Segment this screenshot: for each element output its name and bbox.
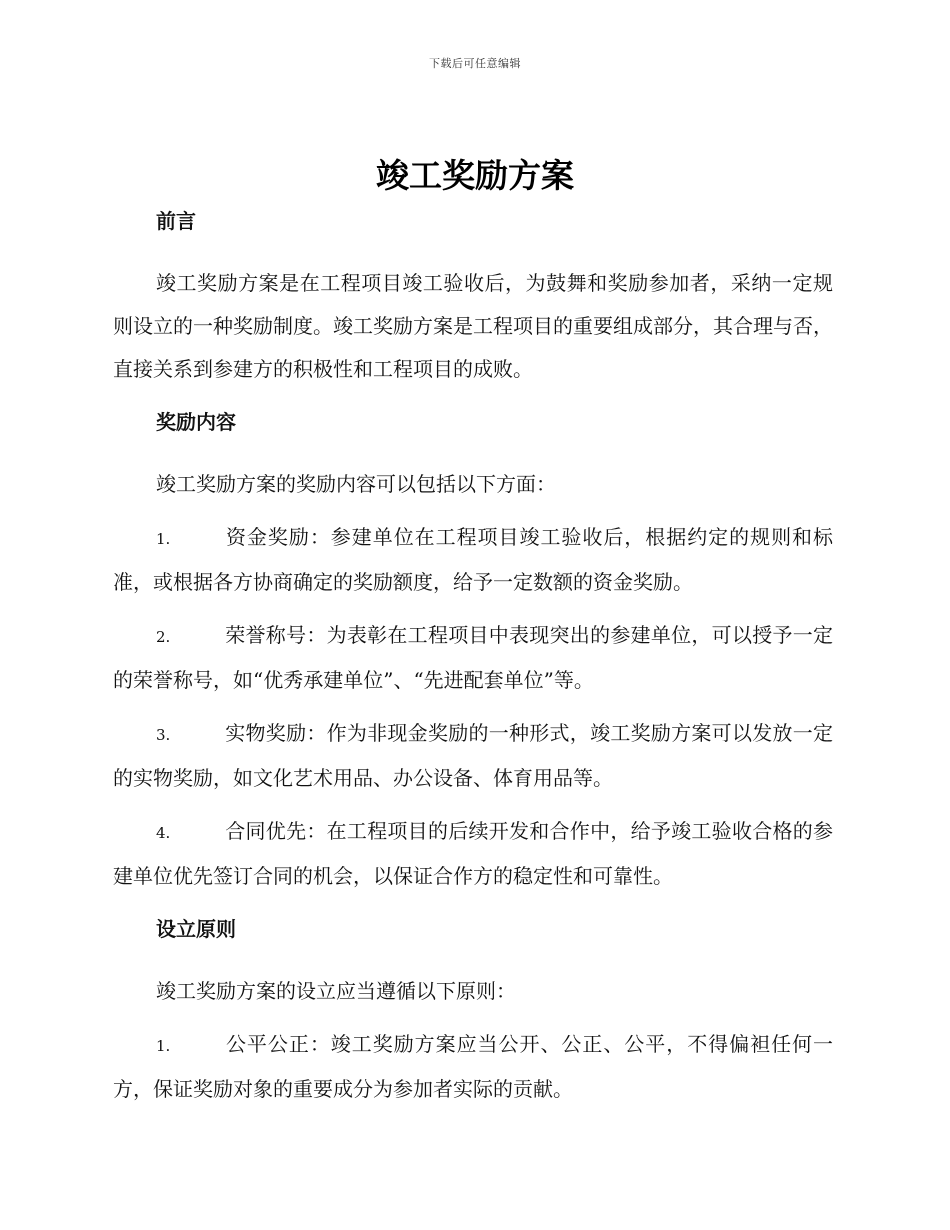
list-item-text: ：为表彰在工程项目中表现突出的参建单位，可以授予一定的荣誉称号，如“优秀承建单位”、“先进配套单位”等。 <box>113 623 834 692</box>
list-item-name: 资金奖励 <box>225 525 310 549</box>
list-number: 3. <box>156 726 171 744</box>
section-heading-preface: 前言 <box>156 209 196 233</box>
list-item-text: ：竣工奖励方案应当公开、公正、公平，不得偏袒任何一方，保证奖励对象的重要成分为参加者实际的贡献。 <box>113 1032 834 1101</box>
list-item <box>113 810 833 898</box>
list-item <box>113 516 833 604</box>
list-item-name: 实物奖励 <box>225 721 307 745</box>
list-item <box>113 1023 833 1111</box>
list-item <box>113 614 833 702</box>
preface-paragraph: 竣工奖励方案是在工程项目竣工验收后，为鼓舞和奖励参加者，采纳一定规则设立的一种奖励制度。竣工奖励方案是工程项目的重要组成部分，其合理与否，直接关系到参建方的积极性和工程项目的成败。 <box>113 271 833 381</box>
list-item <box>113 712 833 800</box>
content-intro: 竣工奖励方案的奖励内容可以包括以下方面： <box>156 472 556 496</box>
section-heading-content: 奖励内容 <box>156 410 236 434</box>
document-title: 竣工奖励方案 <box>376 156 574 195</box>
list-number: 1. <box>156 530 171 548</box>
section-heading-principles: 设立原则 <box>156 917 236 941</box>
list-item-text: ：作为非现金奖励的一种形式，竣工奖励方案可以发放一定的实物奖励，如文化艺术用品、办公设备、体育用品等。 <box>113 721 834 790</box>
list-item-text: ：参建单位在工程项目竣工验收后，根据约定的规则和标准，或根据各方协商确定的奖励额度，给予一定数额的资金奖励。 <box>113 525 834 594</box>
list-item-name: 合同优先 <box>225 819 307 843</box>
list-item-name: 荣誉称号 <box>225 623 307 647</box>
list-number: 1. <box>156 1037 171 1055</box>
list-number: 4. <box>156 824 171 842</box>
list-item-text: ：在工程项目的后续开发和合作中，给予竣工验收合格的参建单位优先签订合同的机会，以保证合作方的稳定性和可靠性。 <box>113 819 834 888</box>
list-number: 2. <box>156 628 171 646</box>
list-item-name: 公平公正 <box>225 1032 310 1056</box>
header-note: 下载后可任意编辑 <box>429 57 521 70</box>
document-body <box>113 200 833 1111</box>
principles-intro: 竣工奖励方案的设立应当遵循以下原则： <box>156 979 516 1003</box>
